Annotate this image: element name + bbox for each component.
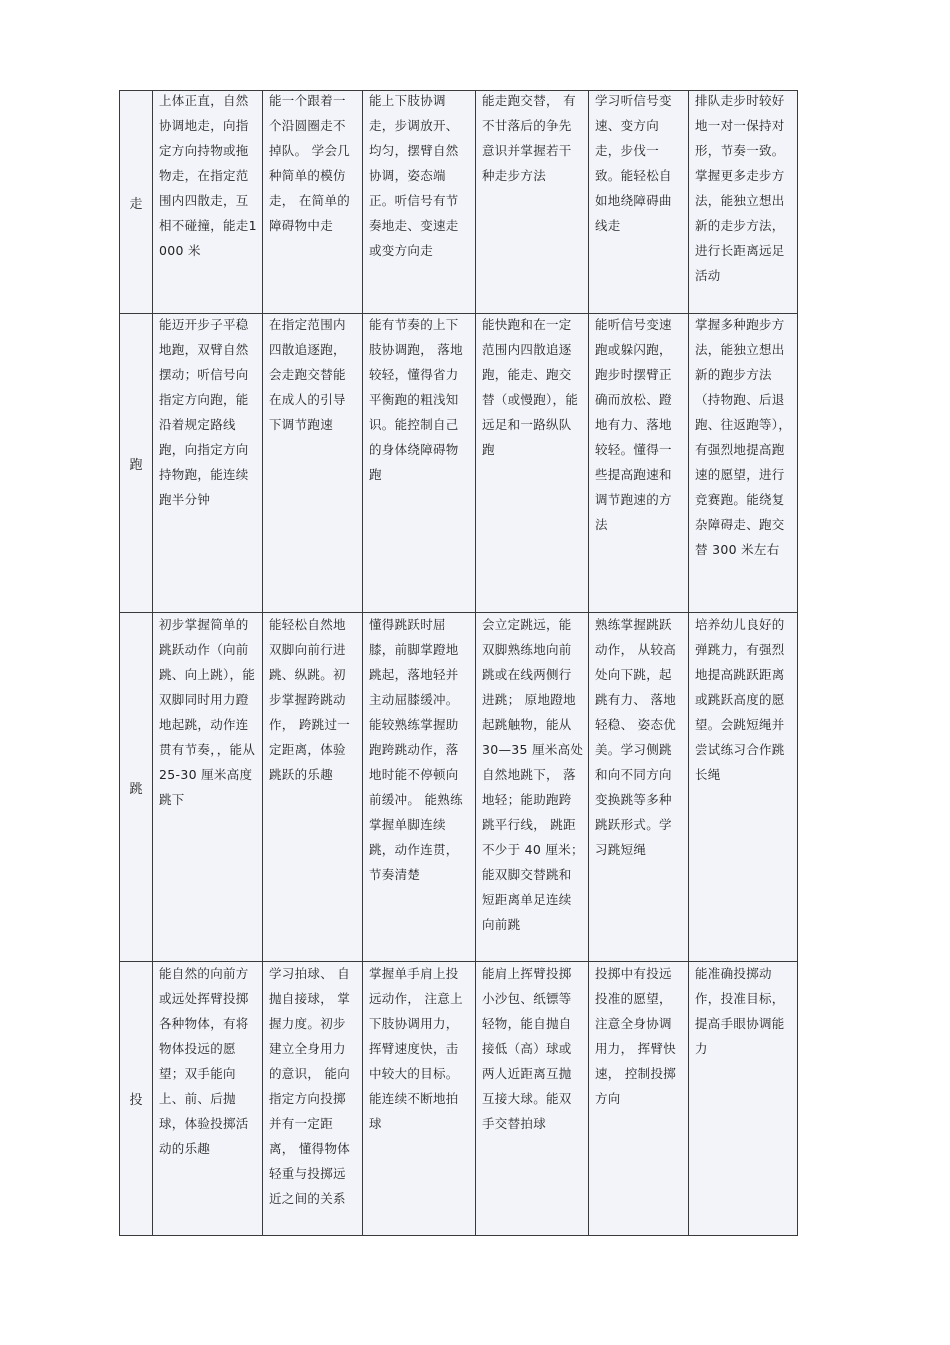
cell-text: 熟练掌握跳跃动作， 从较高处向下跳，起跳有力、 落地轻稳、 姿态优美。学习侧跳和向不同方向变换跳等多种跳跃形式。学习跳短绳	[595, 617, 677, 857]
cell-text: 学习拍球、 自抛自接球， 掌握力度。初步建立全身用力的意识， 能向指定方向投掷并有一定距离， 懂得物体轻重与投掷远近之间的关系	[269, 966, 351, 1206]
cell-text: 掌握单手肩上投远动作， 注意上下肢协调用力，挥臂速度快，击中较大的目标。能连续不断地拍球	[369, 966, 463, 1131]
table-cell	[363, 314, 476, 613]
table-cell	[153, 613, 263, 962]
cell-text: 能自然的向前方或远处挥臂投掷各种物体，有将物体投远的愿望；双手能向上、前、后抛球，体验投掷活动的乐趣	[159, 966, 249, 1156]
cell-text: 能听信号变速跑或躲闪跑，跑步时摆臂正确而放松、蹬地有力、落地较轻。懂得一些提高跑速和调节跑速的方法	[595, 317, 672, 532]
row-label-throw: 投	[120, 962, 153, 1236]
cell-text: 学习听信号变速、变方向走，步伐一致。能轻松自如地绕障碍曲线走	[595, 93, 672, 233]
cell-text: 懂得跳跃时屈膝，前脚掌蹬地跳起，落地轻并主动屈膝缓冲。能较熟练掌握助跑跨跳动作，落地时能不停顿向前缓冲。 能熟练掌握单脚连续跳，动作连贯，节奏清楚	[369, 617, 463, 882]
table-cell	[363, 613, 476, 962]
row-label-run: 跑	[120, 314, 153, 613]
cell-text: 培养幼儿良好的弹跳力，有强烈地提高跳跃距离或跳跃高度的愿望。会跳短绳并尝试练习合作跳长绳	[695, 617, 785, 782]
cell-text: 能走跑交替， 有不甘落后的争先意识并掌握若干种走步方法	[482, 93, 576, 183]
motor-skills-table	[119, 90, 798, 1236]
table-cell	[363, 91, 476, 314]
table-cell	[689, 314, 798, 613]
table-cell	[263, 613, 363, 962]
table-cell	[589, 91, 689, 314]
table-row	[120, 314, 798, 613]
cell-text: 初步掌握简单的跳跃动作（向前跳、向上跳），能双脚同时用力蹬地起跳，动作连贯有节奏，，能从 25-30 厘米高度跳下	[159, 617, 256, 807]
table-cell	[476, 314, 589, 613]
table-cell	[153, 91, 263, 314]
cell-text: 能准确投掷动作，投准目标，提高手眼协调能力	[695, 966, 785, 1056]
table-cell	[689, 962, 798, 1236]
cell-text: 能迈开步子平稳地跑，双臂自然摆动；听信号向指定方向跑，能沿着规定路线跑，向指定方向持物跑，能连续跑半分钟	[159, 317, 249, 507]
table-cell	[263, 91, 363, 314]
table-row	[120, 962, 798, 1236]
cell-text: 排队走步时较好地一对一保持对形，节奏一致。掌握更多走步方法，能独立想出新的走步方法，进行长距离远足活动	[695, 93, 785, 283]
table-row	[120, 91, 798, 314]
cell-text: 掌握多种跑步方法，能独立想出新的跑步方法（持物跑、后退跑、往返跑等），有强烈地提高跑速的愿望，进行竞赛跑。能绕复杂障碍走、跑交替 300 米左右	[695, 317, 792, 557]
table-cell	[153, 962, 263, 1236]
row-label-walk: 走	[120, 91, 153, 314]
cell-text: 能肩上挥臂投掷小沙包、纸镖等轻物，能自抛自接低（高）球或两人近距离互抛互接大球。能双手交替拍球	[482, 966, 572, 1131]
cell-text: 投掷中有投远投准的愿望，注意全身协调用力， 挥臂快速， 控制投掷方向	[595, 966, 677, 1106]
row-label-jump: 跳	[120, 613, 153, 962]
cell-text: 在指定范围内四散追逐跑，会走跑交替能在成人的引导下调节跑速	[269, 317, 346, 432]
table-cell	[363, 962, 476, 1236]
table-cell	[589, 314, 689, 613]
table-cell	[589, 962, 689, 1236]
table-cell	[263, 314, 363, 613]
cell-text: 能上下肢协调走，步调放开、均匀，摆臂自然协调，姿态端正。听信号有节奏地走、变速走或变方向走	[369, 93, 459, 258]
table-row	[120, 613, 798, 962]
table-cell	[476, 613, 589, 962]
table-cell	[689, 613, 798, 962]
cell-text: 上体正直，自然协调地走，向指定方向持物或拖物走，在指定范围内四散走，互相不碰撞，能走1000 米	[159, 93, 257, 258]
cell-text: 能有节奏的上下肢协调跑， 落地较轻，懂得省力平衡跑的粗浅知识。能控制自己的身体绕障碍物跑	[369, 317, 463, 482]
cell-text: 能一个跟着一个沿圆圈走不掉队。 学会几种简单的模仿走， 在简单的障碍物中走	[269, 93, 351, 233]
table-cell	[263, 962, 363, 1236]
table-cell	[153, 314, 263, 613]
table-cell	[476, 962, 589, 1236]
table-cell	[476, 91, 589, 314]
cell-text: 能快跑和在一定范围内四散追逐跑，能走、跑交替（或慢跑），能远足和一路纵队跑	[482, 317, 579, 457]
cell-text: 能轻松自然地双脚向前行进跳、纵跳。初步掌握跨跳动作， 跨跳过一定距离，体验跳跃的乐趣	[269, 617, 351, 782]
cell-text: 会立定跳远，能双脚熟练地向前跳或在线两侧行进跳； 原地蹬地起跳触物，能从 30—35 厘米高处自然地跳下， 落地轻；能助跑跨跳平行线， 跳距不少于 40 厘米；能双脚交替跳和短距离单足连续向前跳	[482, 617, 584, 932]
table-cell	[589, 613, 689, 962]
table-cell	[689, 91, 798, 314]
